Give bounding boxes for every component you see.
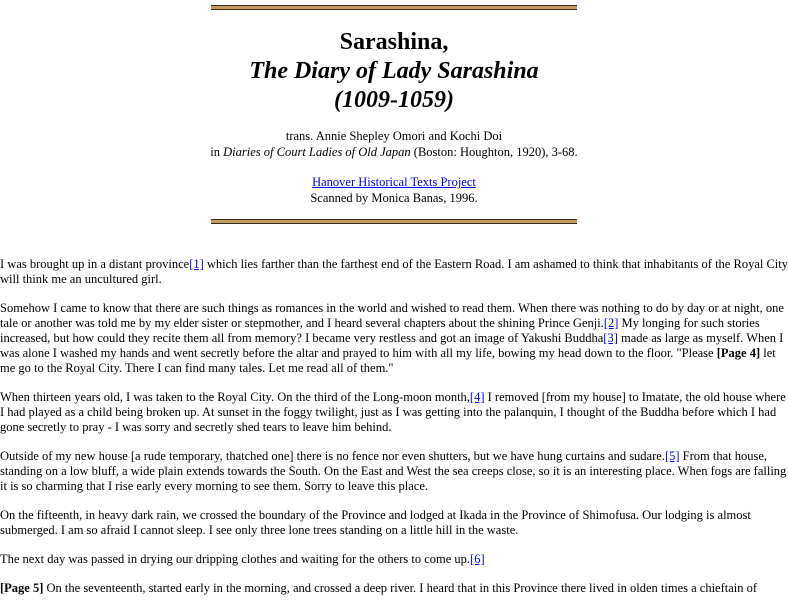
footnote-link-2[interactable]: [2]: [603, 316, 619, 330]
text-segment: From that house, standing on a low bluff, a wide plain extends towards the South. On the East and West the sea creeps close, so it is an interesting place. When fogs are falling it is so charming that I rise early every morning to see them. Sorry to leave this place.: [0, 449, 787, 493]
diary-text: [0, 257, 788, 610]
footnote-link-3[interactable]: [3]: [603, 331, 618, 345]
source-line: [0, 145, 788, 160]
footnote-link-1[interactable]: [1]: [189, 257, 204, 271]
paragraph-5: [0, 508, 788, 538]
paragraph-4: [0, 449, 788, 494]
footnote-link-4[interactable]: [4]: [469, 390, 485, 404]
project-link[interactable]: Hanover Historical Texts Project: [312, 175, 476, 189]
paragraph-7: [0, 581, 788, 596]
text-segment: made as large as myself. When I was alone I washed my hands and went secretly before the altar and prayed to him with all my life, bowing my head down to the floor. "Please: [0, 331, 784, 360]
footnote-link-5[interactable]: [5]: [664, 449, 680, 463]
text-segment: Somehow I came to know that there are such things as romances in the world and wished to read them. When there was nothing to do by day or at night, one tale or another was told me by my elder sister or stepmother, and I heard several chapters about the shining Prince Genji.: [0, 301, 784, 330]
text-segment: My longing for such stories increased, but how could they recite them all from memory? I became very restless and got an image of Yakushi Buddha: [0, 316, 760, 345]
project-link-line: [0, 175, 788, 190]
text-segment: I removed [from my house] to Imatate, the old house where I had played as a child being broken up. At sunset in the foggy twilight, just as I was getting into the palanquin, I thought of the Buddha before which I had gone secretly to pray - I was sorry and secretly shed tears to leave him behind.: [0, 390, 786, 434]
paragraph-2: [0, 301, 788, 376]
source-title: Diaries of Court Ladies of Old Japan: [223, 145, 411, 159]
text-segment: let me go to the Royal City. There I can find many tales. Let me read all of them.": [0, 346, 776, 375]
scanned-by-line: Scanned by Monica Banas, 1996.: [310, 191, 478, 205]
top-divider: [211, 5, 577, 10]
title-line-3: (1009-1059): [334, 87, 454, 113]
source-suffix: (Boston: Houghton, 1920), 3-68.: [410, 145, 578, 159]
source-prefix: in: [210, 145, 224, 159]
text-segment: When thirteen years old, I was taken to the Royal City. On the third of the Long-moon month,: [0, 390, 470, 404]
page-marker: [Page 4]: [716, 346, 761, 360]
text-segment: The next day was passed in drying our dripping clothes and waiting for the others to come up.: [0, 552, 471, 566]
paragraph-1: [0, 257, 788, 287]
title-line-1: Sarashina,: [339, 29, 449, 55]
translator-line: trans. Annie Shepley Omori and Kochi Doi: [285, 129, 503, 143]
text-segment: On the fifteenth, in heavy dark rain, we crossed the boundary of the Province and lodged at Ikada in the Province of Shimofusa. Our lodging is almost submerged. I am so afraid I cannot sleep. I see only three lone trees standing on a little hill in the waste.: [0, 508, 751, 537]
text-segment: which lies farther than the farthest end of the Eastern Road. I am ashamed to think that inhabitants of the Royal City will think me an uncultured girl.: [0, 257, 788, 286]
footnote-link-6[interactable]: [6]: [470, 552, 485, 566]
bottom-divider: [211, 219, 577, 224]
paragraph-6: [0, 552, 788, 567]
text-segment: On the seventeenth, started early in the morning, and crossed a deep river. I heard that in this Province there lived in olden times a chieftain of: [43, 581, 758, 595]
page-marker: [Page 5]: [0, 581, 44, 595]
text-segment: I was brought up in a distant province: [0, 257, 190, 271]
title-line-2: The Diary of Lady Sarashina: [249, 58, 539, 84]
text-segment: Outside of my new house [a rude temporary, thatched one] there is no fence nor even shutters, but we have hung curtains and sudare.: [0, 449, 665, 463]
paragraph-3: [0, 390, 788, 435]
